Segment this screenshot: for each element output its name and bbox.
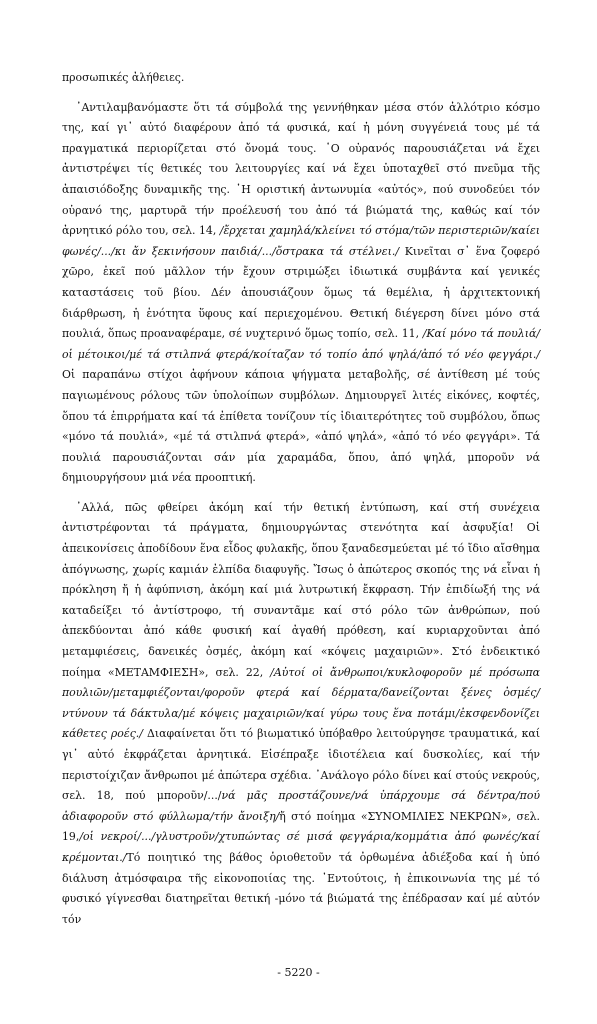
text-run: Κινεῖται σ᾿ ἕνα ζοφερό χῶρο, ἐκεῖ πού μᾶλλον τήν ἔχουν στριμώξει ἰδιωτικά συμβάντα καί γενικές καταστάσεις τοῦ βίου. Δέν ἀπουσιάζουν ὅμως τά θεμέλια, ἡ ἀρχιτεκτονική διάρθρωση, ἡ ἑνότητα ὕφους καί περιεχομένου. Θετική διέγερση δίνει μόνο στά πουλιά, ὅπως προαναφέραμε, σέ νυχτερινό ὅμως τοπίο, σελ. 11, (62, 244, 540, 341)
text-run: ᾿Αντιλαμβανόμαστε ὅτι τά σύμβολά της γεννήθηκαν μέσα στόν ἀλλότριο κόσμο της, καί γι᾿ αὐτό διαφέρουν ἀπό τά φυσικά, καί ἡ μόνη συγγένειά τους μέ τά πραγματικά περιορίζεται στό ὄνομά τους. ῾Ο οὐρανός παρουσιάζεται νά ἔχει ἀντιστρέψει τίς θετικές του λειτουργίες καί νά ἔχει ὑποταχθεῖ στό πνεῦμα τῆς ἀπαισιόδοξης δυναμικῆς της. ῾Η οριστική ἀντωνυμία «αὐτός», πού συνοδεύει τόν οὐρανό της, μαρτυρᾶ τήν προέλευσή του ἀπό τά βιώματά της, καθώς καί τόν ἀρνητικό ρόλο του, σελ. 14, (62, 100, 540, 238)
text-run: προσωπικές ἀλήθειες. (62, 71, 185, 84)
quoted-verse: /ἔρχεται χαμηλά/κλείνει τό στόμα/τῶν περιστεριῶν/καίει φωνές/.../κι ἄν ξεκινήσουν παιδιά/.../ὄστρακα τά στέλνει./ (62, 224, 540, 258)
paragraph-continuation (62, 68, 540, 89)
paragraph-inversion (62, 498, 540, 930)
text-run: ᾿Αλλά, πῶς φθείρει ἀκόμη καί τήν θετική ἐντύπωση, καί στή συνέχεια ἀντιστρέφονται τά πράγματα, δημιουργώντας στενότητα καί ἀσφυξία! Οἱ ἀπεικονίσεις ἀποδίδουν ἕνα εἶδος φυλακῆς, ὅπου ξαναδεσμεύεται μέ τό ἴδιο αἴσθημα ἀπόγνωσης, χωρίς καμιάν ἐλπίδα διαφυγῆς. Ἴσως ὁ ἀπώτερος σκοπός της νά εἶναι ἡ πρόκληση ἤ ἡ ἀφύπνιση, ἀκόμη καί μιά λυτρωτική ἔκφραση. Τήν ἐπιδίωξή της νά καταδείξει τό ἀντίστροφο, τή συναντᾶμε καί στό ρόλο τῶν ἀνθρώπων, πού ἀπεκδύονται ἀπό κάθε φυσική καί ἀγαθή πρόθεση, καί κυριαρχοῦνται ἀπό μεταμφιέσεις, δανεικές ὀσμές, ἀκόμη καί «κόψεις μαχαιριῶν». Στό ἐνδεικτικό ποίημα «ΜΕΤΑΜΦΙΕΣΗ», σελ. 22, (62, 500, 540, 679)
paragraph-symbols (62, 98, 540, 489)
text-run: ἤ στό ποίημα «ΣΥΝΟΜΙΛΙΕΣ ΝΕΚΡΩΝ», σελ. 19, (62, 809, 540, 844)
text-run: Οἱ παραπάνω στίχοι ἀφήνουν κάποια ψήγματα μεταβολῆς, σέ ἀντίθεση μέ τούς παγιωμένους ρόλους τῶν ὑπολοίπων συμβόλων. Δημιουργεῖ λιτές εἰκόνες, κοφτές, ὅπου τά ἐπιρρήματα καί τά ἐπίθετα τονίζουν τίς ἰδιαιτερότητες τοῦ συμβόλου, ὅπως «μόνο τά πουλιά», «μέ τά στιλπνά φτερά», «ἀπό ψηλά», «ἀπό τό νέο φεγγάρι». Τά πουλιά παρουσιάζονται σάν μία χαραμάδα, ὅπου, ἀπό ψηλά, μποροῦν νά δημιουργήσουν μιά νέα προοπτική. (62, 368, 540, 485)
quoted-verse: /Αὐτοί οἱ ἄνθρωποι/κυκλοφοροῦν μέ πρόσωπα πουλιῶν/μεταμφιέζονται/φοροῦν φτερά καί δέρματα/δανείζονται ξένες ὀσμές/ντύνουν τά δάκτυλα/μέ κόψεις μαχαιριῶν/καί γύρω τους ἕνα ποτάμι/ἐκσφενδονίζει κάθετες ροές./ (62, 665, 540, 741)
quoted-verse: /Καί μόνο τά πουλιά/οἱ μέτοικοι/μέ τά στιλπνά φτερά/κοίταζαν τό τοπίο ἀπό ψηλά/ἀπό τό νέο φεγγάρι./ (62, 327, 540, 361)
quoted-verse: /οἱ νεκροί/.../γλυστροῦν/χτυπώντας σέ μισά φεγγάρια/κομμάτια ἀπό φωνές/καί κρέμονται./ (62, 830, 540, 864)
page-number: - 5220 - (277, 966, 320, 979)
body-text (62, 68, 540, 939)
quoted-verse: νά μᾶς προστάζουνε/νά ὑπάρχουμε σά δέντρα/πού ἀδιαφοροῦν στό φύλλωμα/τήν ἄνοιξη/ (62, 789, 541, 823)
text-run: Τό ποιητικό της βάθος ὁριοθετοῦν τά ὀρθωμένα ἀδιέξοδα καί ἡ ὑπό διάλυση ἀτμόσφαιρα τῆς εἰκονοποιίας της. ᾿Εντούτοις, ἡ ἐπικοινωνία της μέ τό φυσικό γίγνεσθαι διατηρεῖται θετική -μόνο τά βιώματά της ἐπέδρασαν καί μέ αὐτόν τόν (62, 850, 540, 926)
text-run: Διαφαίνεται ὅτι τό βιωματικό ὑπόβαθρο λειτούργησε τραυματικά, καί γι᾿ αὐτό ἐκφράζεται ἀρνητικά. Εἰσέπραξε ἰδιοτέλεια καί δυσκολίες, καί τήν περιστοίχιζαν ἄνθρωποι μέ ἀπώτερα σχέδια. ᾿Ανάλογο ρόλο δίνει καί στούς νεκρούς, σελ. 18, πού μποροῦν/.../ (62, 727, 540, 803)
